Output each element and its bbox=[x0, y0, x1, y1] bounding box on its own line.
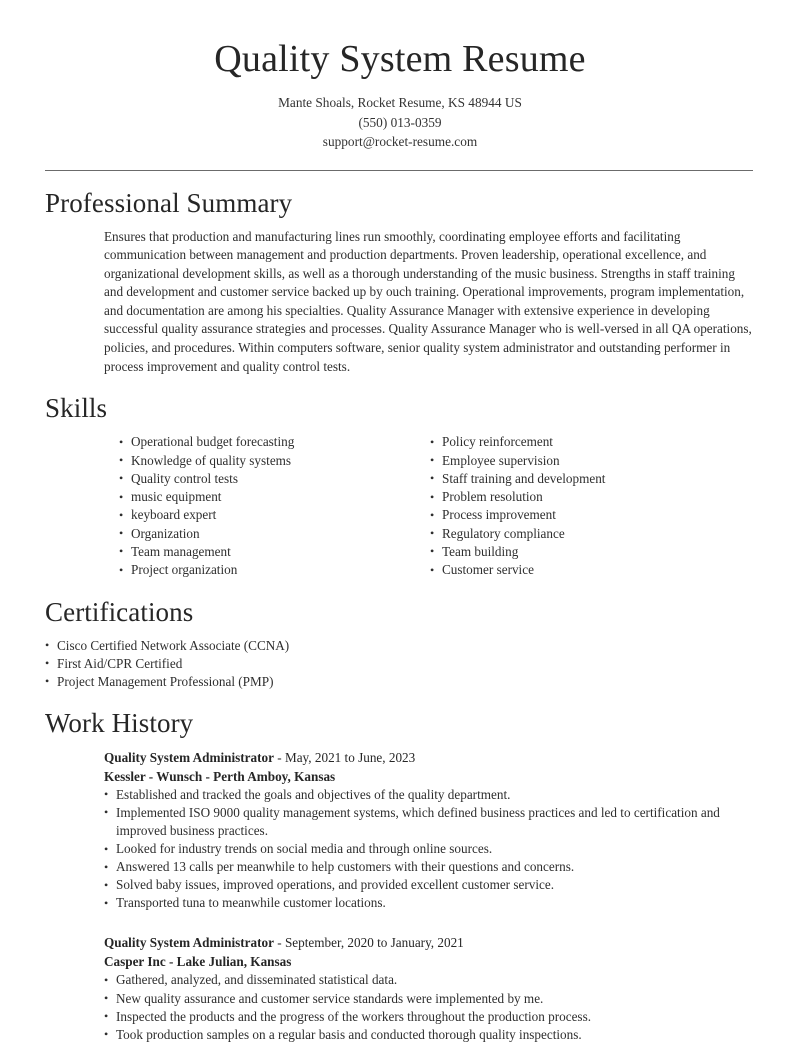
skill-item: • music equipment bbox=[119, 488, 430, 506]
skills-list-left bbox=[119, 433, 430, 579]
skills-column-left bbox=[119, 433, 430, 579]
skill-item: • Organization bbox=[119, 525, 430, 543]
job-responsibility-item: • Gathered, analyzed, and disseminated statistical data. bbox=[104, 971, 755, 989]
header-divider bbox=[45, 170, 753, 171]
job-company-location: Casper Inc - Lake Julian, Kansas bbox=[104, 954, 292, 970]
skill-item: • Problem resolution bbox=[430, 488, 730, 506]
skill-item: • Regulatory compliance bbox=[430, 525, 730, 543]
job-dates: September, 2020 to January, 2021 bbox=[284, 935, 464, 951]
certification-item: • First Aid/CPR Certified bbox=[45, 655, 755, 673]
section-skills bbox=[45, 392, 755, 579]
job-responsibility-item: • Established and tracked the goals and objectives of the quality department. bbox=[104, 786, 755, 804]
section-heading-summary: Professional Summary bbox=[45, 187, 293, 218]
skill-item: • Team building bbox=[430, 543, 730, 561]
job-responsibility-item: • Answered 13 calls per meanwhile to help customers with their questions and concerns. bbox=[104, 858, 755, 876]
job-title-line bbox=[104, 933, 755, 952]
section-heading-skills: Skills bbox=[45, 393, 108, 424]
skill-item: • Policy reinforcement bbox=[430, 433, 730, 451]
skill-item: • Knowledge of quality systems bbox=[119, 452, 430, 470]
skills-list-right bbox=[430, 433, 730, 579]
contact-phone: (550) 013-0359 bbox=[358, 114, 442, 130]
section-professional-summary bbox=[45, 187, 755, 377]
certifications-list bbox=[45, 637, 755, 691]
skill-item: • Team management bbox=[119, 543, 430, 561]
job-title-line bbox=[104, 748, 755, 767]
skills-columns bbox=[119, 433, 755, 579]
job-company-location: Kessler - Wunsch - Perth Amboy, Kansas bbox=[104, 768, 336, 784]
summary-text: Ensures that production and manufacturing lines run smoothly, coordinating employee efforts and facilitating communication between management and production departments. Proven leadership, operational excellence, and organizational development skills, as well as a thorough understanding of the music business. Strengths in staff training and development and customer service backed up by ouch training. Operational improvements, program implementation, and documentation are among his specialties. Quality Assurance Manager with extensive experience in developing successful quality assurance strategies and processes. Quality Assurance Manager who is well-versed in all QA operations, policies, and procedures. Within computers software, senior quality system administrator and outstanding performer in process improvement and quality control tests. bbox=[104, 228, 752, 374]
work-history-entry bbox=[104, 933, 755, 1043]
work-history-entries bbox=[45, 748, 755, 1044]
job-responsibilities-list bbox=[104, 786, 755, 913]
skills-column-right bbox=[430, 433, 730, 579]
job-title: Quality System Administrator bbox=[104, 749, 274, 765]
section-heading-work-history: Work History bbox=[45, 707, 194, 738]
page-title: Quality System Resume bbox=[214, 38, 586, 80]
skill-item: • keyboard expert bbox=[119, 506, 430, 524]
job-title: Quality System Administrator bbox=[104, 935, 274, 951]
job-responsibility-item: • Took production samples on a regular basis and conducted thorough quality inspections. bbox=[104, 1026, 755, 1044]
skill-item: • Employee supervision bbox=[430, 452, 730, 470]
skill-item: • Operational budget forecasting bbox=[119, 433, 430, 451]
certification-item: • Cisco Certified Network Associate (CCNA) bbox=[45, 637, 755, 655]
job-responsibilities-list bbox=[104, 971, 755, 1043]
skill-item: • Project organization bbox=[119, 561, 430, 579]
job-responsibility-item: • Implemented ISO 9000 quality management systems, which defined business practices and led to certification and improved business practices. bbox=[104, 804, 755, 840]
job-title-separator: - bbox=[273, 935, 285, 951]
skill-item: • Customer service bbox=[430, 561, 730, 579]
job-responsibility-item: • Transported tuna to meanwhile customer locations. bbox=[104, 894, 755, 912]
work-history-entry bbox=[104, 748, 755, 913]
contact-address: Mante Shoals, Rocket Resume, KS 48944 US bbox=[278, 95, 522, 110]
certification-item: • Project Management Professional (PMP) bbox=[45, 673, 755, 691]
job-responsibility-item: • Inspected the products and the progress of the workers throughout the production process. bbox=[104, 1008, 755, 1026]
job-responsibility-item: • Solved baby issues, improved operations, and provided excellent customer service. bbox=[104, 876, 755, 894]
job-dates: May, 2021 to June, 2023 bbox=[284, 749, 416, 765]
job-title-separator: - bbox=[273, 749, 285, 765]
skill-item: • Quality control tests bbox=[119, 470, 430, 488]
contact-email: support@rocket-resume.com bbox=[322, 134, 478, 149]
section-heading-certifications: Certifications bbox=[45, 596, 194, 627]
section-work-history bbox=[45, 707, 755, 1044]
skill-item: • Process improvement bbox=[430, 506, 730, 524]
skill-item: • Staff training and development bbox=[430, 470, 730, 488]
section-certifications bbox=[45, 596, 755, 691]
job-responsibility-item: • Looked for industry trends on social media and through online sources. bbox=[104, 840, 755, 858]
job-responsibility-item: • New quality assurance and customer service standards were implemented by me. bbox=[104, 990, 755, 1008]
contact-info bbox=[45, 93, 755, 152]
